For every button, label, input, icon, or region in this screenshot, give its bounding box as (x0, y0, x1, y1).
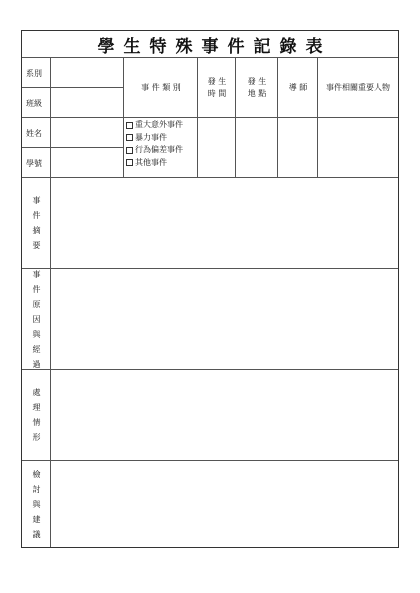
label-char: 經 (32, 344, 41, 354)
option-major-accident[interactable] (126, 119, 198, 132)
event-category-header: 事 件 類 別 (141, 83, 181, 92)
checkbox[interactable] (126, 147, 133, 154)
name-field[interactable] (51, 118, 123, 147)
option-label: 重大意外事件 (135, 120, 183, 129)
label-char: 情 (32, 418, 41, 427)
review-field[interactable] (52, 461, 397, 546)
time-field[interactable] (199, 119, 235, 177)
persons-header: 事件相關重要人物 (326, 83, 390, 92)
label-char: 與 (32, 329, 41, 339)
divider (22, 87, 124, 88)
label-char: 理 (32, 403, 41, 412)
student-id-field[interactable] (51, 148, 123, 177)
label-char: 件 (32, 211, 41, 220)
place-header-line1: 發 生 (247, 77, 267, 86)
checkbox[interactable] (126, 159, 133, 166)
mentor-field[interactable] (279, 119, 317, 177)
cause-label (22, 269, 51, 369)
divider (123, 57, 124, 177)
place-header (236, 58, 278, 118)
cause-field[interactable] (52, 269, 397, 368)
checkbox[interactable] (126, 122, 133, 129)
mentor-header: 導 師 (288, 83, 308, 92)
label-char: 過 (32, 359, 41, 369)
label-char: 原 (32, 299, 41, 309)
place-field[interactable] (237, 119, 277, 177)
label-char: 事 (32, 196, 41, 205)
option-other[interactable] (126, 157, 198, 170)
label-char: 與 (32, 499, 41, 509)
review-label (22, 461, 51, 547)
divider (22, 147, 124, 148)
persons-field[interactable] (319, 119, 397, 177)
label-char: 形 (32, 433, 41, 442)
class-field[interactable] (51, 88, 123, 117)
form-title: 學生特殊事件記錄表 (97, 36, 332, 57)
handling-label (22, 370, 51, 460)
label-char: 因 (32, 314, 41, 324)
class-label: 班級 (26, 98, 42, 108)
divider (235, 57, 236, 177)
label-char: 件 (32, 284, 41, 294)
label-char: 要 (32, 241, 41, 250)
divider (197, 57, 198, 177)
divider (317, 57, 318, 177)
dept-field[interactable] (51, 58, 123, 87)
time-header-line1: 發 生 (207, 77, 227, 86)
place-header-line2: 地 點 (247, 89, 267, 98)
label-char: 建 (32, 514, 41, 524)
time-header (198, 58, 236, 118)
divider (277, 57, 278, 177)
label-char: 議 (32, 529, 41, 539)
dept-label: 系別 (26, 68, 42, 78)
checkbox[interactable] (126, 134, 133, 141)
label-char: 處 (32, 388, 41, 397)
divider (50, 57, 51, 177)
label-char: 檢 (32, 469, 41, 479)
label-char: 事 (32, 269, 41, 279)
option-label: 其他事件 (135, 157, 167, 167)
option-label: 行為偏差事件 (135, 145, 183, 154)
option-misconduct[interactable] (126, 144, 198, 157)
handling-field[interactable] (52, 370, 397, 459)
divider (50, 177, 51, 547)
option-violence[interactable] (126, 132, 198, 145)
record-form (21, 30, 399, 548)
divider (22, 117, 398, 118)
time-header-line2: 時 間 (207, 89, 227, 98)
label-char: 討 (32, 484, 41, 494)
student-id-label: 學號 (26, 158, 42, 168)
option-label: 暴力事件 (135, 132, 167, 142)
label-char: 摘 (32, 226, 41, 235)
summary-field[interactable] (52, 178, 397, 267)
name-label: 姓名 (26, 128, 42, 138)
event-options (126, 119, 198, 177)
summary-label (22, 178, 51, 268)
